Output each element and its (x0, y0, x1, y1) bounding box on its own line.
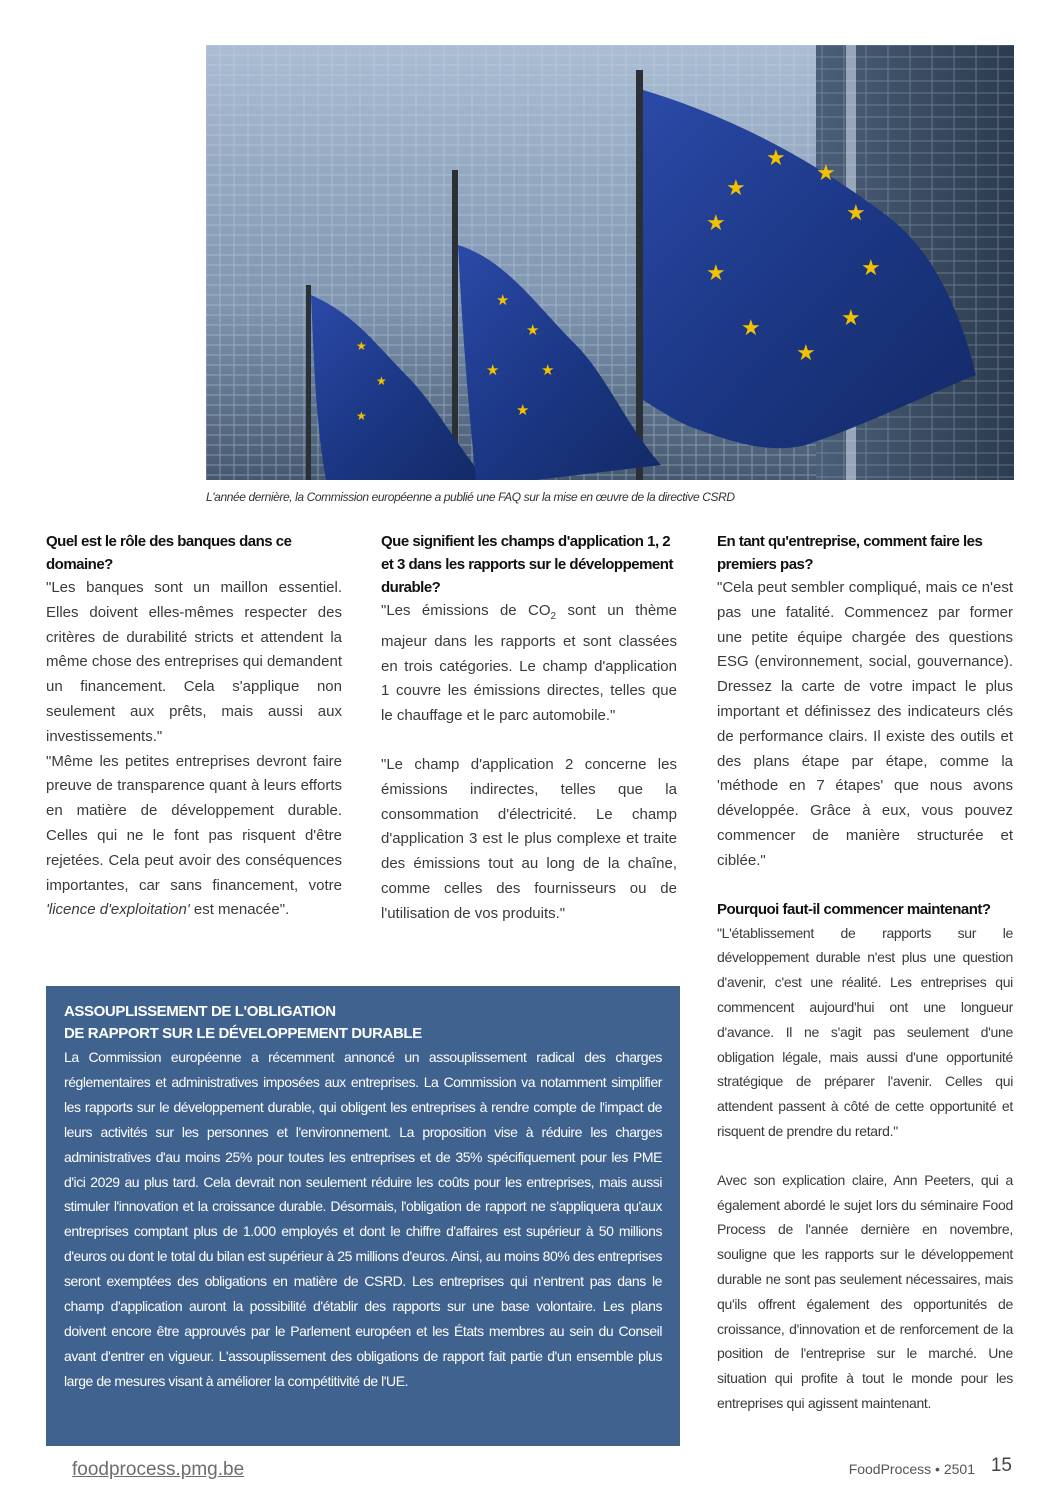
paragraph-gap (717, 874, 1013, 898)
col2-p1-end: sont un thème majeur dans les rapports et sont classées en trois catégories. Le champ d'application 1 couvre les émissions directes, telles que le chauffage et le parc automobile." (381, 602, 677, 725)
svg-text:★: ★ (816, 161, 836, 186)
svg-text:★: ★ (741, 316, 761, 341)
column-3 (717, 530, 1013, 1416)
column-2 (381, 530, 677, 927)
svg-text:★: ★ (486, 361, 500, 379)
box-title-line-2: DE RAPPORT SUR LE DÉVELOPPEMENT DURABLE (64, 1025, 422, 1042)
col1-heading: Quel est le rôle des banques dans ce domaine? (46, 533, 292, 573)
col1-p2-text: "Même les petites entreprises devront faire preuve de transparence quant à leurs efforts en matière de développement durable. Celles qui ne le font pas risquent d'être rejetées. Cela peut avoir des conséquences importantes, car sans financement, votre (46, 752, 342, 894)
co2-subscript: 2 (550, 611, 557, 622)
col3-paragraph-2: "L'établissement de rapports sur le développement durable n'est plus une question d'avenir, c'est une réalité. Les entreprises qui commencent aujourd'hui ont une longueur d'avance. Il ne s'agit pas seulement d'une obligation légale, mais aussi d'une opportunité stratégique de préparer l'avenir. Celles qui attendent passent à côté de cette opportunité et risquent de prendre du retard." (717, 924, 1013, 1139)
col1-paragraph-1: "Les banques sont un maillon essentiel. Elles doivent elles-mêmes respecter des critères de durabilité stricts et attendent la même chose des entreprises qui demandent un financement. Cela s'applique non seulement aux prêts, mais aussi aux investissements." (46, 579, 343, 745)
col2-p1-text: "Les émissions de CO (381, 602, 551, 619)
paragraph-gap (381, 729, 677, 753)
svg-text:★: ★ (766, 146, 786, 171)
svg-text:★: ★ (541, 361, 555, 379)
photo-caption: L'année dernière, la Commission européenne a publié une FAQ sur la mise en œuvre de la directive CSRD (206, 490, 735, 504)
svg-text:★: ★ (356, 339, 367, 353)
svg-text:★: ★ (841, 306, 861, 331)
col2-heading: Que signifient les champs d'application 1, 2 et 3 dans les rapports sur le développement durable? (381, 533, 673, 596)
eu-flags-illustration (206, 45, 1014, 480)
svg-text:★: ★ (516, 401, 530, 419)
col2-paragraph-2: "Le champ d'application 2 concerne les émissions indirectes, telles que la consommation d'électricité. Le champ d'application 3 est le plus complexe et traite des émissions tout au long de la chaîne, comme celles des fournisseurs ou de l'utilisation de vos produits." (381, 755, 677, 922)
box-title-line-1: ASSOUPLISSEMENT DE L'OBLIGATION (64, 1003, 336, 1020)
svg-text:★: ★ (376, 374, 387, 388)
col2-paragraph-1 (381, 599, 677, 729)
svg-text:★: ★ (356, 409, 367, 423)
page-number: 15 (990, 1455, 1012, 1476)
svg-text:★: ★ (861, 256, 881, 281)
col3-heading-2: Pourquoi faut-il commencer maintenant? (717, 900, 991, 918)
svg-text:★: ★ (726, 176, 746, 201)
col1-paragraph-2 (46, 750, 342, 924)
box-text: La Commission européenne a récemment annoncé un assouplissement radical des charges réglementaires et administratives imposées aux entreprises. La Commission va notamment simplifier les rapports sur le développement durable, qui obligent les entreprises à rendre compte de l'impact de leurs activités sur les personnes et l'environnement. La proposition vise à réduire les charges administratives d'au moins 25% pour toutes les entreprises et de 35% spécifiquement pour les PME d'ici 2029 au plus tard. Cela devrait non seulement réduire les coûts pour les entreprises, mais aussi stimuler l'innovation et la croissance durable. Désormais, l'obligation de rapport ne s'appliquera qu'aux entreprises comptant plus de 1.000 employés et dont le chiffre d'affaires est supérieur à 50 millions d'euros ou dont le total du bilan est supérieur à 25 millions d'euros. Ainsi, au moins 80% des entreprises seront exemptées des obligations en matière de CSRD. Les entreprises qui n'entrent pas dans le champ d'application auront la possibilité d'établir des rapports sur une base volontaire. Les plans doivent encore être approuvés par le Parlement européen et les États membres au sein du Conseil avant d'entrer en vigueur. L'assouplissement des obligations de rapport fait partie d'un ensemble plus large de mesures visant à améliorer la compétitivité de l'UE. (64, 1049, 662, 1389)
col1-p2-italic: 'licence d'exploitation' (46, 901, 190, 919)
csrd-info-box (46, 986, 680, 1446)
magazine-issue: FoodProcess • 2501 (848, 1461, 975, 1477)
article-photo (206, 45, 1014, 480)
svg-text:★: ★ (706, 211, 726, 236)
col3-paragraph-1: "Cela peut sembler compliqué, mais ce n'est pas une fatalité. Commencez par former une petite équipe chargée des questions ESG (environnement, social, gouvernance). Dressez la carte de votre impact le plus important et définissez des indicateurs clés de performance clairs. Il existe des outils et des plans étape par étape, comme la 'méthode en 7 étapes' que nous avons développée. Grâce à eux, vous pouvez commencer de manière structurée et ciblée." (717, 579, 1013, 869)
paragraph-gap (717, 1144, 1013, 1168)
column-1 (46, 530, 342, 923)
col1-p2-end: est menacée". (189, 901, 290, 919)
col3-paragraph-3: Avec son explication claire, Ann Peeters, qui a également abordé le sujet lors du séminaire Food Process de l'année dernière en novembre, souligne que les rapports sur le développement durable ne sont pas seulement nécessaires, mais qu'ils offrent également des opportunités de croissance, d'innovation et de renforcement de la position de l'entreprise sur le marché. Une situation qui profite à tout le monde pour les entreprises qui agissent maintenant. (717, 1171, 1013, 1411)
svg-text:★: ★ (706, 261, 726, 286)
svg-text:★: ★ (796, 341, 816, 366)
svg-text:★: ★ (526, 321, 540, 339)
svg-text:★: ★ (496, 291, 510, 309)
svg-text:★: ★ (846, 201, 866, 226)
col3-heading-1: En tant qu'entreprise, comment faire les premiers pas? (717, 533, 983, 573)
website-link[interactable]: foodprocess.pmg.be (72, 1459, 245, 1480)
